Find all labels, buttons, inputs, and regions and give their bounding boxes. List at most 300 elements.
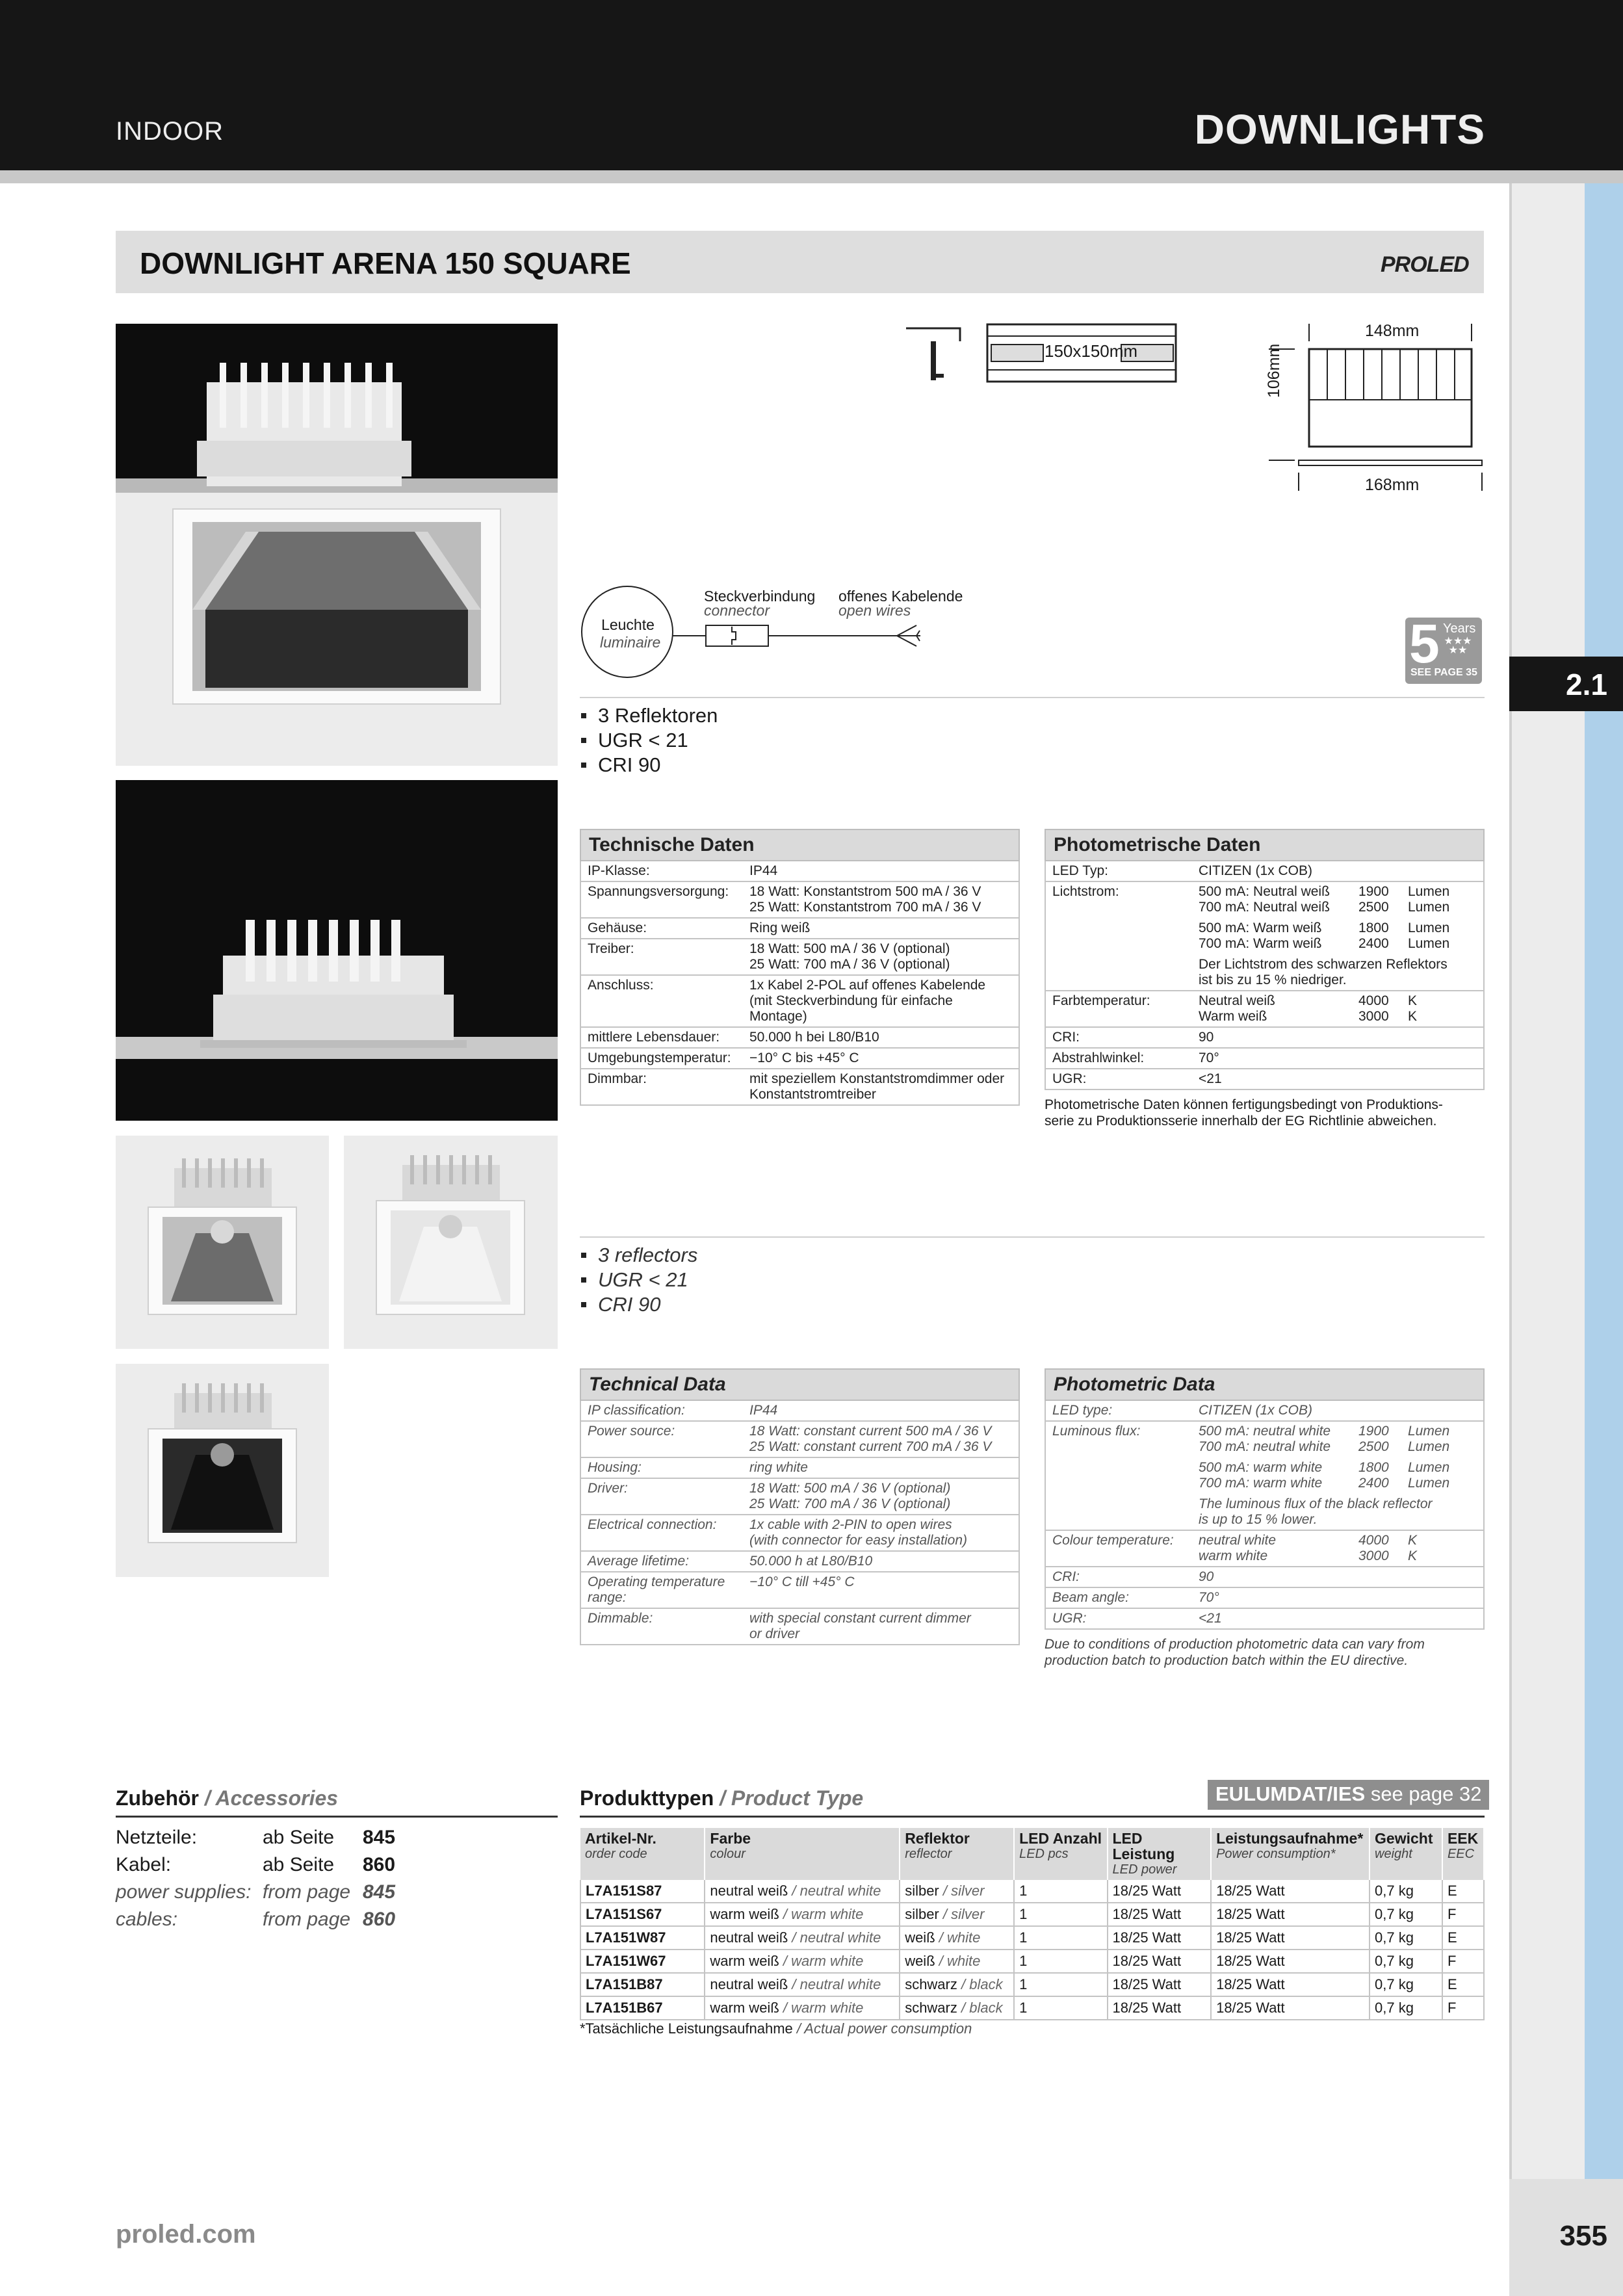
reflector-cell [900, 1903, 1014, 1926]
luminaire-label-de: Leuchte [601, 616, 655, 633]
ct-value: 4000 [1358, 993, 1389, 1008]
column-header [1370, 1828, 1442, 1880]
flux-value: 2500 [1358, 900, 1389, 915]
flux-values [1192, 1421, 1484, 1530]
row-label: Gehäuse: [580, 918, 743, 939]
table-header-row [580, 1369, 1019, 1400]
photometric-data-table [1045, 1368, 1485, 1630]
row-label: IP classification: [580, 1400, 743, 1421]
order-code: L7A151B67 [580, 1996, 705, 2020]
power-consumption: 18/25 Watt [1211, 1973, 1370, 1996]
flux-note: The luminous flux of the black reflector is up to 15 % lower. [1199, 1496, 1433, 1527]
reflector-de: weiß [905, 1929, 935, 1946]
ct-name: Neutral weiß [1199, 993, 1275, 1008]
table-row [1045, 1421, 1484, 1530]
colour-temperature-values [1192, 1530, 1484, 1567]
flux-value: 2500 [1358, 1439, 1389, 1454]
warranty-badge[interactable] [1405, 613, 1482, 684]
led-power: 18/25 Watt [1108, 1973, 1212, 1996]
weight: 0,7 kg [1370, 1950, 1442, 1973]
product-type-table [580, 1828, 1485, 2020]
led-pcs: 1 [1014, 1950, 1107, 1973]
flux-unit: Lumen [1408, 1424, 1450, 1439]
open-wires-label-de: offenes Kabelende [838, 588, 963, 605]
column-header [1108, 1828, 1212, 1880]
flux-condition: 500 mA: Warm weiß [1199, 920, 1322, 935]
row-value: mit speziellem Konstantstromdimmer oder Konstantstromtreiber [743, 1069, 1019, 1105]
ct-name: Warm weiß [1199, 1009, 1267, 1024]
flux-note: Der Lichtstrom des schwarzen Reflektors ist bis zu 15 % niedriger. [1199, 957, 1448, 987]
width-dimension: 148mm [1365, 322, 1420, 340]
row-value: 50.000 h bei L80/B10 [743, 1027, 1019, 1048]
flux-value: 1800 [1358, 1460, 1389, 1475]
flux-row [1199, 920, 1477, 936]
reflector-cell [900, 1950, 1014, 1973]
row-label: Dimmbar: [580, 1069, 743, 1105]
flux-unit: Lumen [1408, 920, 1450, 935]
feature-item: CRI 90 [580, 1292, 697, 1317]
table-row [1045, 991, 1484, 1027]
order-code: L7A151W87 [580, 1926, 705, 1950]
row-label: Lichtstrom: [1045, 881, 1192, 991]
flux-unit: Lumen [1408, 884, 1450, 899]
row-value: 18 Watt: 500 mA / 36 V (optional) 25 Watt: 700 mA / 36 V (optional) [743, 1478, 1019, 1515]
row-label: Beam angle: [1045, 1587, 1192, 1608]
row-value: ring white [743, 1457, 1019, 1478]
row-value: −10° C till +45° C [743, 1572, 1019, 1608]
colour-cell [705, 1880, 900, 1903]
table-row[interactable] [580, 1996, 1484, 2020]
ct-value: 3000 [1358, 1548, 1389, 1563]
row-value: 70° [1192, 1048, 1484, 1069]
led-pcs: 1 [1014, 1903, 1107, 1926]
photometric-data-de [1045, 829, 1485, 1129]
photometric-data-table [1045, 829, 1485, 1090]
eulumdat-page-ref: see page 32 [1365, 1782, 1482, 1805]
column-header [1442, 1828, 1484, 1880]
feature-item: UGR < 21 [580, 1268, 697, 1292]
flux-row [1199, 1476, 1477, 1491]
flux-row [1199, 1424, 1477, 1439]
ct-unit: K [1408, 1548, 1418, 1563]
colour-en: / neutral white [792, 1929, 881, 1946]
sidebar-strip [1509, 183, 1585, 2296]
led-pcs: 1 [1014, 1926, 1107, 1950]
colour-cell [705, 1950, 900, 1973]
column-header-en: order code [585, 1847, 647, 1861]
flux-condition: 700 mA: Neutral weiß [1199, 900, 1330, 915]
ct-name: neutral white [1199, 1533, 1277, 1548]
row-value: 18 Watt: Konstantstrom 500 mA / 36 V 25 Watt: Konstantstrom 700 mA / 36 V [743, 881, 1019, 918]
colour-de: neutral weiß [710, 1883, 788, 1899]
row-label: Power source: [580, 1421, 743, 1457]
order-code: L7A151W67 [580, 1950, 705, 1973]
reflector-de: silber [905, 1883, 939, 1899]
eec: E [1442, 1973, 1484, 1996]
ct-value: 4000 [1358, 1533, 1389, 1548]
column-header [705, 1828, 900, 1880]
row-value: 90 [1192, 1027, 1484, 1048]
table-row [580, 1027, 1019, 1048]
table-row[interactable] [580, 1926, 1484, 1950]
flux-unit: Lumen [1408, 900, 1450, 915]
table-header-row [1045, 829, 1484, 861]
power-consumption: 18/25 Watt [1211, 1950, 1370, 1973]
table-row[interactable] [580, 1973, 1484, 1996]
reflector-cell [900, 1926, 1014, 1950]
weight: 0,7 kg [1370, 1973, 1442, 1996]
column-header-de: EEK [1447, 1830, 1479, 1847]
colour-en: / neutral white [792, 1976, 881, 1992]
colour-en: / warm white [783, 1953, 864, 1969]
table-row [580, 861, 1019, 881]
warranty-see-page: SEE PAGE 35 [1410, 667, 1477, 678]
column-header-en: reflector [905, 1847, 952, 1861]
product-photo-side [116, 780, 558, 1121]
ct-unit: K [1408, 1009, 1418, 1024]
row-label: CRI: [1045, 1027, 1192, 1048]
product-type-title-en: / Product Type [720, 1786, 864, 1810]
reflector-en: / white [939, 1929, 981, 1946]
row-value: 18 Watt: constant current 500 mA / 36 V 25 Watt: constant current 700 mA / 36 V [743, 1421, 1019, 1457]
flux-value: 2400 [1358, 1476, 1389, 1491]
product-photo-silver-reflector [116, 1136, 329, 1349]
table-title: Photometrische Daten [1045, 829, 1484, 861]
column-header-de: Reflektor [905, 1830, 970, 1847]
flux-value: 1800 [1358, 920, 1389, 935]
row-value: 70° [1192, 1587, 1484, 1608]
accessories-rule [116, 1816, 558, 1818]
flux-values [1192, 881, 1484, 991]
column-header-de: Leistungsaufnahme* [1216, 1830, 1364, 1847]
colour-de: warm weiß [710, 2000, 779, 2016]
accessory-page: 860 [363, 1909, 396, 1930]
row-value: CITIZEN (1x COB) [1192, 861, 1484, 881]
row-value: 50.000 h at L80/B10 [743, 1551, 1019, 1572]
colour-en: / warm white [783, 2000, 864, 2016]
accessories-title-en: / Accessories [204, 1786, 339, 1810]
feature-item: 3 Reflektoren [580, 703, 718, 728]
power-consumption: 18/25 Watt [1211, 1880, 1370, 1903]
reflector-en: / silver [942, 1906, 985, 1922]
header-divider [0, 170, 1623, 183]
ct-value: 3000 [1358, 1009, 1389, 1024]
accessory-page: 845 [363, 1881, 396, 1903]
outer-dimension: 168mm [1365, 476, 1420, 494]
row-label: Spannungsversorgung: [580, 881, 743, 918]
row-label: Operating temperature range: [580, 1572, 743, 1608]
accessory-prefix: ab Seite [263, 1827, 335, 1848]
eec: F [1442, 1903, 1484, 1926]
flux-condition: 700 mA: warm white [1199, 1476, 1323, 1491]
row-value: 90 [1192, 1567, 1484, 1587]
accessory-name: Kabel: [116, 1854, 172, 1875]
feature-item: UGR < 21 [580, 728, 718, 753]
row-value: 1x Kabel 2-POL auf offenes Kabelende (mit Steckverbindung für einfache Montage) [743, 975, 1019, 1027]
accessory-name: cables: [116, 1909, 178, 1930]
flux-value: 1900 [1358, 1424, 1389, 1439]
colour-de: warm weiß [710, 1906, 779, 1922]
flux-row [1199, 1460, 1477, 1476]
row-value: 18 Watt: 500 mA / 36 V (optional) 25 Watt: 700 mA / 36 V (optional) [743, 939, 1019, 975]
connector-label-de: Steckverbindung [704, 588, 816, 605]
led-pcs: 1 [1014, 1996, 1107, 2020]
power-consumption: 18/25 Watt [1211, 1996, 1370, 2020]
ct-row [1199, 993, 1477, 1009]
open-wires-label [838, 589, 963, 618]
power-consumption: 18/25 Watt [1211, 1926, 1370, 1950]
led-power: 18/25 Watt [1108, 1926, 1212, 1950]
row-label: Anschluss: [580, 975, 743, 1027]
weight: 0,7 kg [1370, 1880, 1442, 1903]
reflector-cell [900, 1880, 1014, 1903]
technical-data-table [580, 1368, 1020, 1645]
flux-value: 2400 [1358, 936, 1389, 951]
flux-condition: 500 mA: neutral white [1199, 1424, 1331, 1439]
led-power: 18/25 Watt [1108, 1903, 1212, 1926]
technical-data-table [580, 829, 1020, 1106]
row-label: CRI: [1045, 1567, 1192, 1587]
column-header [1211, 1828, 1370, 1880]
ct-unit: K [1408, 1533, 1418, 1548]
table-body [580, 1880, 1484, 2020]
flux-unit: Lumen [1408, 1460, 1450, 1475]
accessory-page: 845 [363, 1827, 396, 1848]
table-row [580, 1457, 1019, 1478]
row-label: Farbtemperatur: [1045, 991, 1192, 1027]
luminaire-label-en: luminaire [600, 634, 661, 651]
row-label: Colour temperature: [1045, 1530, 1192, 1567]
accessory-page: 860 [363, 1854, 396, 1875]
table-row[interactable] [580, 1880, 1484, 1903]
table-row [580, 1069, 1019, 1105]
reflector-en: / silver [942, 1883, 985, 1899]
row-label: LED type: [1045, 1400, 1192, 1421]
sidebar-divider [1509, 183, 1512, 2296]
colour-de: warm weiß [710, 1953, 779, 1969]
chapter-tab[interactable]: 2.1 [1509, 657, 1623, 711]
order-code: L7A151B87 [580, 1973, 705, 1996]
table-row [580, 918, 1019, 939]
table-row [580, 1551, 1019, 1572]
table-row [1045, 1069, 1484, 1089]
flux-condition: 700 mA: neutral white [1199, 1439, 1331, 1454]
table-header-row [580, 829, 1019, 861]
footer-site-link[interactable]: proled.com [116, 2220, 256, 2249]
order-code: L7A151S67 [580, 1903, 705, 1926]
table-row [1045, 1530, 1484, 1567]
row-value: with special constant current dimmer or driver [743, 1608, 1019, 1645]
luminaire-label [600, 616, 661, 651]
divider-middle [580, 1236, 1485, 1238]
table-row [580, 1400, 1019, 1421]
led-power: 18/25 Watt [1108, 1950, 1212, 1973]
column-header-en: LED pcs [1019, 1847, 1069, 1861]
flux-row [1199, 884, 1477, 900]
weight: 0,7 kg [1370, 1926, 1442, 1950]
flux-condition: 500 mA: warm white [1199, 1460, 1323, 1475]
photometric-data-en [1045, 1368, 1485, 1669]
table-row [580, 1572, 1019, 1608]
row-label: Electrical connection: [580, 1515, 743, 1551]
accessory-name: Netzteile: [116, 1827, 198, 1848]
row-label: Driver: [580, 1478, 743, 1515]
ct-row [1199, 1548, 1477, 1564]
ct-row [1199, 1533, 1477, 1548]
warranty-stars: ★★★ ★★ [1444, 636, 1472, 656]
table-row [580, 1478, 1019, 1515]
column-header [580, 1828, 705, 1880]
footnote-de: *Tatsächliche Leistungsaufnahme [580, 2020, 793, 2037]
cutout-dimension: 150x150mm [1045, 341, 1138, 361]
table-title: Technische Daten [580, 829, 1019, 861]
column-header-en: colour [710, 1847, 746, 1861]
row-value: IP44 [743, 861, 1019, 881]
feature-list-de [580, 703, 718, 777]
ct-unit: K [1408, 993, 1418, 1008]
row-label: Average lifetime: [580, 1551, 743, 1572]
reflector-en: / white [939, 1953, 981, 1969]
reflector-de: schwarz [905, 2000, 957, 2016]
warranty-years: Years [1443, 621, 1476, 636]
flux-row [1199, 936, 1477, 952]
eec: F [1442, 1996, 1484, 2020]
flux-value: 1900 [1358, 884, 1389, 899]
reflector-en: / black [961, 2000, 1003, 2016]
accessories-title [116, 1786, 338, 1810]
table-row [580, 1048, 1019, 1069]
colour-cell [705, 1996, 900, 2020]
colour-temperature-values [1192, 991, 1484, 1027]
accessory-name: power supplies: [116, 1881, 252, 1903]
table-row [580, 1608, 1019, 1645]
column-header-en: LED power [1112, 1862, 1177, 1877]
column-header-de: Gewicht [1375, 1830, 1433, 1847]
colour-cell [705, 1903, 900, 1926]
flux-row [1199, 900, 1477, 915]
product-type-title [580, 1786, 863, 1810]
led-pcs: 1 [1014, 1880, 1107, 1903]
row-value: −10° C bis +45° C [743, 1048, 1019, 1069]
row-value: <21 [1192, 1069, 1484, 1089]
flux-unit: Lumen [1408, 936, 1450, 951]
photometric-note: Due to conditions of production photometric data can vary from production batch to production batch within the EU directive. [1045, 1637, 1425, 1668]
table-row [580, 1515, 1019, 1551]
product-title: DOWNLIGHT ARENA 150 SQUARE [140, 246, 631, 280]
technical-data-en [580, 1368, 1020, 1645]
reflector-de: weiß [905, 1953, 935, 1969]
table-header-row [1045, 1369, 1484, 1400]
accessories-title-de: Zubehör [116, 1786, 199, 1810]
led-pcs: 1 [1014, 1973, 1107, 1996]
colour-cell [705, 1926, 900, 1950]
power-footnote [580, 2020, 972, 2037]
technical-data-de [580, 829, 1020, 1106]
table-row [1045, 1027, 1484, 1048]
colour-cell [705, 1973, 900, 1996]
feature-item: 3 reflectors [580, 1243, 697, 1268]
flux-unit: Lumen [1408, 1476, 1450, 1491]
table-row [1045, 861, 1484, 881]
table-row [580, 881, 1019, 918]
colour-de: neutral weiß [710, 1976, 788, 1992]
footnote-en: / Actual power consumption [792, 2020, 972, 2037]
warranty-number: 5 [1409, 613, 1440, 674]
colour-en: / warm white [783, 1906, 864, 1922]
column-header-de: Farbe [710, 1830, 751, 1847]
brand-logo: PROLED [1381, 252, 1469, 277]
product-type-rule [580, 1816, 1485, 1818]
row-label: Abstrahlwinkel: [1045, 1048, 1192, 1069]
photometric-note: Photometrische Daten können fertigungsbedingt von Produktions- serie zu Produktionsserie innerhalb der EG Richtlinie abweichen. [1045, 1097, 1443, 1128]
eulumdat-link[interactable] [1208, 1780, 1489, 1810]
column-header [1014, 1828, 1107, 1880]
table-header-row [580, 1828, 1484, 1880]
row-label: LED Typ: [1045, 861, 1192, 881]
row-label: Treiber: [580, 939, 743, 975]
ct-name: warm white [1199, 1548, 1268, 1563]
accessory-prefix: ab Seite [263, 1854, 335, 1875]
divider-top [580, 697, 1485, 698]
row-value: IP44 [743, 1400, 1019, 1421]
eec: E [1442, 1926, 1484, 1950]
flux-condition: 700 mA: Warm weiß [1199, 936, 1322, 951]
ct-row [1199, 1009, 1477, 1024]
table-title: Technical Data [580, 1369, 1019, 1400]
product-type-title-de: Produkttypen [580, 1786, 714, 1810]
eulumdat-label: EULUMDAT/IES [1215, 1782, 1366, 1805]
column-header-de: LED Anzahl [1019, 1830, 1102, 1847]
weight: 0,7 kg [1370, 1996, 1442, 2020]
table-row [580, 1421, 1019, 1457]
colour-en: / neutral white [792, 1883, 881, 1899]
table-row[interactable] [580, 1950, 1484, 1973]
led-power: 18/25 Watt [1108, 1880, 1212, 1903]
row-value: Ring weiß [743, 918, 1019, 939]
category-label: DOWNLIGHTS [1194, 106, 1485, 153]
section-label: INDOOR [116, 117, 224, 146]
reflector-cell [900, 1996, 1014, 2020]
column-header-en: EEC [1447, 1847, 1475, 1861]
column-header [900, 1828, 1014, 1880]
reflector-de: silber [905, 1906, 939, 1922]
table-row [1045, 1048, 1484, 1069]
column-header-en: weight [1375, 1847, 1412, 1861]
product-photo-main [116, 324, 558, 766]
column-header-en: Power consumption* [1216, 1847, 1336, 1861]
power-consumption: 18/25 Watt [1211, 1903, 1370, 1926]
page-number: 355 [1559, 2220, 1607, 2252]
feature-list-en [580, 1243, 697, 1317]
row-value: CITIZEN (1x COB) [1192, 1400, 1484, 1421]
table-title: Photometric Data [1045, 1369, 1484, 1400]
colour-de: neutral weiß [710, 1929, 788, 1946]
connector-label-en: connector [704, 602, 770, 619]
table-row [1045, 1608, 1484, 1629]
row-label: UGR: [1045, 1608, 1192, 1629]
order-code: L7A151S87 [580, 1880, 705, 1903]
table-row[interactable] [580, 1903, 1484, 1926]
row-label: mittlere Lebensdauer: [580, 1027, 743, 1048]
row-label: Housing: [580, 1457, 743, 1478]
table-row [1045, 1587, 1484, 1608]
column-header-de: Artikel-Nr. [585, 1830, 656, 1847]
table-row [1045, 1400, 1484, 1421]
weight: 0,7 kg [1370, 1903, 1442, 1926]
height-dimension: 106mm [1265, 343, 1283, 398]
row-label: Umgebungstemperatur: [580, 1048, 743, 1069]
column-header-de: LED Leistung [1112, 1830, 1175, 1862]
